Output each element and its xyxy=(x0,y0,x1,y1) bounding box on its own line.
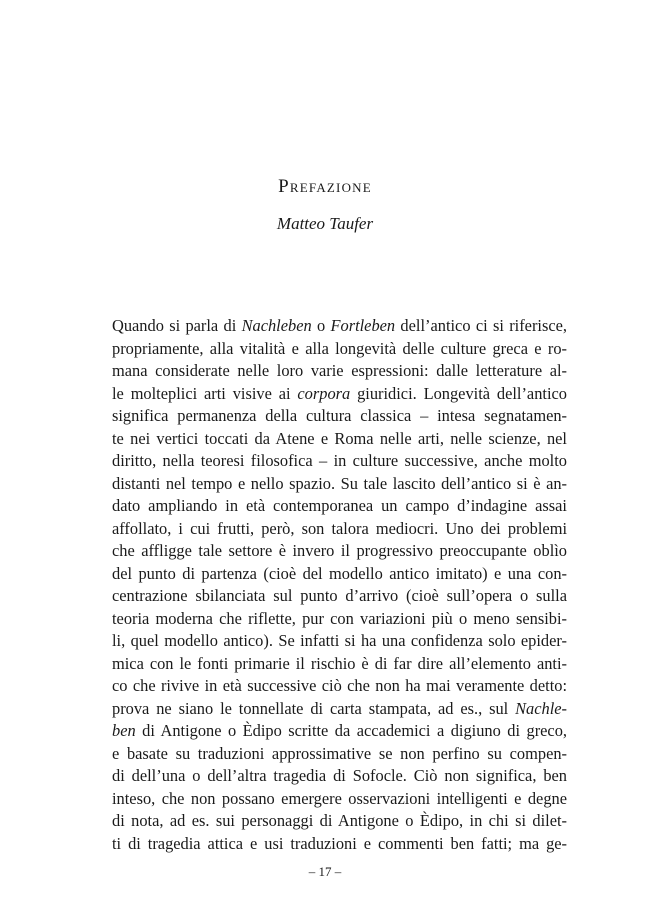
text-run: significa permanenza della cultura classica – intesa segnatamen- xyxy=(112,406,567,425)
text-line xyxy=(112,518,567,541)
text-run: giuridici. Longevità dell’antico xyxy=(350,383,567,403)
italic-term: Nachle- xyxy=(515,698,567,718)
text-run: e basate su traduzioni approssimative se non perfino su compen- xyxy=(112,743,567,763)
text-line xyxy=(112,630,567,653)
text-run: mana considerate nelle loro varie espressioni: dalle letterature al- xyxy=(112,361,567,380)
text-run: di dell’una o dell’altra tragedia di Sofocle. Ciò non significa, ben xyxy=(112,766,567,785)
text-run: distanti nel tempo e nello spazio. Su tale lascito dell’antico si è an- xyxy=(112,473,567,493)
text-line xyxy=(112,383,567,406)
text-line xyxy=(112,338,567,361)
text-run: propriamente, alla vitalità e alla longevità delle culture greca e ro- xyxy=(112,338,567,358)
italic-term: Fortleben xyxy=(330,316,396,335)
body-text xyxy=(112,315,567,855)
text-line xyxy=(112,743,567,766)
text-run: li, quel modello antico). Se infatti si ha una confidenza solo epider- xyxy=(112,631,567,650)
text-run: Quando si parla di xyxy=(112,316,242,335)
text-line xyxy=(112,360,567,383)
text-run: teoria moderna che riflette, pur con variazioni più o meno sensibi- xyxy=(112,608,567,628)
text-line xyxy=(112,315,567,338)
text-line xyxy=(112,720,567,743)
text-run: che affligge tale settore è invero il progressivo preoccupante oblìo xyxy=(112,541,567,560)
text-run: diritto, nella teoresi filosofica – in culture successive, anche molto xyxy=(112,451,567,470)
text-run: o xyxy=(311,316,331,335)
italic-term: Nachleben xyxy=(241,316,312,335)
page-number: – 17 – xyxy=(308,864,342,879)
text-run: dato ampliando in età contemporanea un campo d’indagine assai xyxy=(112,496,567,515)
text-run: di nota, ad es. sui personaggi di Antigone o Èdipo, in chi si dilet- xyxy=(112,811,567,830)
text-line xyxy=(112,405,567,428)
text-line xyxy=(112,585,567,608)
text-run: inteso, che non possano emergere osservazioni intelligenti e degne xyxy=(112,788,567,808)
text-line xyxy=(112,765,567,788)
text-line xyxy=(112,788,567,811)
text-line xyxy=(112,428,567,451)
text-run: mica con le fonti primarie il rischio è di far dire all’elemento anti- xyxy=(112,653,567,673)
text-line xyxy=(112,675,567,698)
text-line xyxy=(112,653,567,676)
chapter-heading: Prefazione xyxy=(278,176,372,197)
text-run: del punto di partenza (cioè del modello antico imitato) e una con- xyxy=(112,563,567,583)
text-line xyxy=(112,450,567,473)
chapter-author: Matteo Taufer xyxy=(276,214,374,233)
text-run: affollato, i cui frutti, però, son talora mediocri. Uno dei problemi xyxy=(112,518,567,538)
text-run: centrazione sbilanciata sul punto d’arrivo (cioè sull’opera o sulla xyxy=(112,586,567,605)
text-run: dell’antico ci si riferisce, xyxy=(395,316,567,335)
text-run: co che rivive in età successive ciò che non ha mai veramente detto: xyxy=(112,676,567,695)
text-run: te nei vertici toccati da Atene e Roma nelle arti, nelle scienze, nel xyxy=(112,428,567,448)
text-line xyxy=(112,563,567,586)
text-run: prova ne siano le tonnellate di carta stampata, ad es., sul xyxy=(112,698,516,718)
text-line xyxy=(112,495,567,518)
text-line xyxy=(112,833,567,856)
text-run: le molteplici arti visive ai xyxy=(112,383,298,403)
text-run: di Antigone o Èdipo scritte da accademici a digiuno di greco, xyxy=(135,721,567,740)
italic-term: corpora xyxy=(297,383,351,403)
text-line xyxy=(112,540,567,563)
text-line xyxy=(112,810,567,833)
text-line xyxy=(112,473,567,496)
italic-term: ben xyxy=(112,721,136,740)
text-line xyxy=(112,608,567,631)
text-run: ti di tragedia attica e usi traduzioni e commenti ben fatti; ma ge- xyxy=(112,833,567,853)
text-line xyxy=(112,698,567,721)
